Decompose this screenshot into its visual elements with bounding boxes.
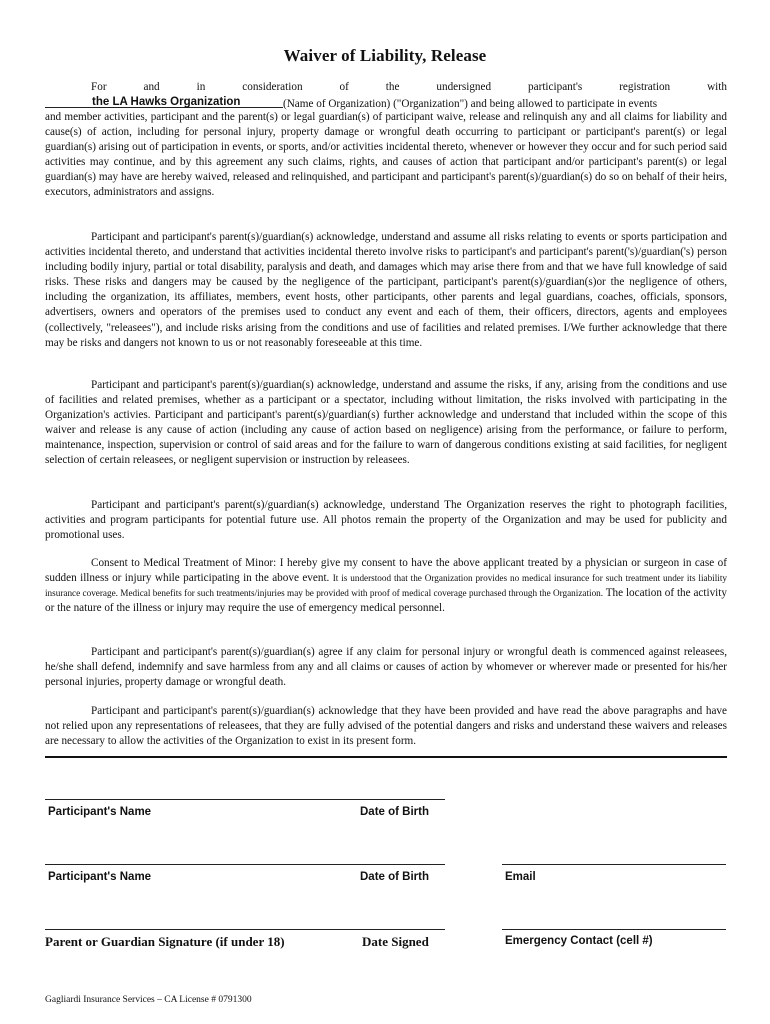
- indemnify-paragraph: [45, 645, 727, 690]
- facilities-paragraph: [45, 378, 727, 469]
- risks-text: Participant and participant's parent(s)/guardian(s) acknowledge, understand and assume all risks relating to events or sports participation and activities incidental thereto, and understand that activities incidental thereto involve risks to participant's and participant's parent('s)/guardian('s) person including bodily injury, partial or total disability, paralysis and death, and damages which may arise there from and that we have full knowledge of said risks. These risks and dangers may be caused by the negligence of the participant, participant's parent(s)/guardian(s)or the negligence of others, including the organization, its affiliates, members, event hosts, other participants, other parents and legal guardians, coaches, officials, sponsors, advertisers, owners and operators of the premises used to conduct any event and each of them, their officers, directors, agents and employees (collectively, "releasees"), and include risks arising from the conditions and use of facilities and related premises. I/We further acknowledge that there may be risks and dangers not known to us or not reasonably foreseeable at this time.: [45, 231, 727, 349]
- organization-name-field[interactable]: [45, 95, 283, 108]
- footer-license: Gagliardi Insurance Services – CA License # 0791300: [45, 995, 252, 1005]
- date-of-birth-label-2: Date of Birth: [360, 871, 429, 883]
- acknowledge-text: Participant and participant's parent(s)/guardian(s) acknowledge that they have been provided and have read the above paragraphs and have not relied upon any representations of releasees, that they are fully advised of the potential dangers and risks and understand these waivers and releases are necessary to allow the activities of the Organization to exist in its present form.: [45, 705, 727, 748]
- emergency-contact-line[interactable]: [502, 929, 726, 930]
- email-line[interactable]: [502, 864, 726, 865]
- risks-paragraph: [45, 230, 727, 351]
- email-label: Email: [505, 871, 536, 883]
- intro-body: and member activities, participant and the parent(s) or legal guardian(s) of participant waive, release and relinquish any and all claims for liability and cause(s) of action, including for personal injury, property damage or wrongful death occurring to participant or participant's parent(s) or legal guardian(s) arising out of participation in events, or sports, and/or activities incidental thereto, whenever or however they occur and for such period said activities may continue, and by this agreement any such claims, rights, and causes of action that participant and/or participant's parent(s) or legal guardian(s) may have are hereby waived, released and relinquished, and participant and participant's parent(s)/guardian(s) do so on behalf of their heirs, executors, administrators and assigns.: [45, 111, 727, 199]
- acknowledge-paragraph: [45, 704, 727, 749]
- intro-first-line: [45, 80, 727, 95]
- indemnify-text: Participant and participant's parent(s)/guardian(s) agree if any claim for personal injury or wrongful death is commenced against releasees, he/she shall defend, indemnify and save harmless from any and all claims or causes of action by whomever or wherever made or presented for his/her personal injuries, property damage or wrongful death.: [45, 646, 727, 689]
- participant-name-line-2[interactable]: [45, 864, 445, 865]
- intro-line-1: For and in consideration of the undersigned participant's registration with: [91, 81, 727, 93]
- photos-text: Participant and participant's parent(s)/guardian(s) acknowledge, understand The Organization reserves the right to photograph facilities, activities and program participants for potential future use. All photos remain the property of the Organization and may be used for publicity and promotional uses.: [45, 499, 727, 542]
- medical-text-1: Consent to Medical Treatment of Minor: I hereby give my consent to have the above applicant treated by a physician or surgeon in case of sudden illness or injury while participating in the above event.: [45, 557, 727, 585]
- date-of-birth-label-1: Date of Birth: [360, 806, 429, 818]
- organization-name: the LA Hawks Organization: [92, 96, 241, 108]
- parent-signature-line[interactable]: [45, 929, 445, 930]
- date-signed-label: Date Signed: [362, 934, 429, 949]
- parent-signature-label: Parent or Guardian Signature (if under 18): [45, 934, 285, 949]
- participant-name-label-1: Participant's Name: [48, 806, 152, 818]
- emergency-contact-label: Emergency Contact (cell #): [505, 935, 653, 947]
- participant-name-label-2: Participant's Name: [48, 871, 152, 883]
- section-divider: [45, 756, 727, 758]
- photos-paragraph: [45, 498, 727, 543]
- facilities-text: Participant and participant's parent(s)/guardian(s) acknowledge, understand and assume the risks, if any, arising from the conditions and use of facilities and related premises, whether as a participant or a spectator, including without limitation, the risks involved with participating in the Organization's activies. Participant and participant's parent(s)/guardian(s) further acknowledge and understand that included within the scope of this waiver and release is any cause of action (including any cause of action based on negligence) arising from the performance, or failure to perform, maintenance, inspection, supervision or control of said areas and for the failure to warn of dangerous conditions existing at said facilities, for negligent selection of certain releasees, or negligent supervision or instruction by releasees.: [45, 379, 727, 467]
- intro-line-2: (Name of Organization) ("Organization") and being allowed to participate in events: [283, 98, 658, 110]
- document-title: Waiver of Liability, Release: [283, 46, 487, 65]
- participant-name-line-1[interactable]: [45, 799, 445, 800]
- medical-text-3: The location of the activity or the nature of the illness or injury may require the use of emergency medical personnel.: [45, 587, 727, 615]
- medical-paragraph: [45, 556, 727, 616]
- medical-text-2: It is understood that the Organization provides no medical insurance for such treatment under its liability insurance coverage. Medical benefits for such treatments/injuries may be provided with proof of medical coverage purchased through the Organization.: [45, 573, 727, 599]
